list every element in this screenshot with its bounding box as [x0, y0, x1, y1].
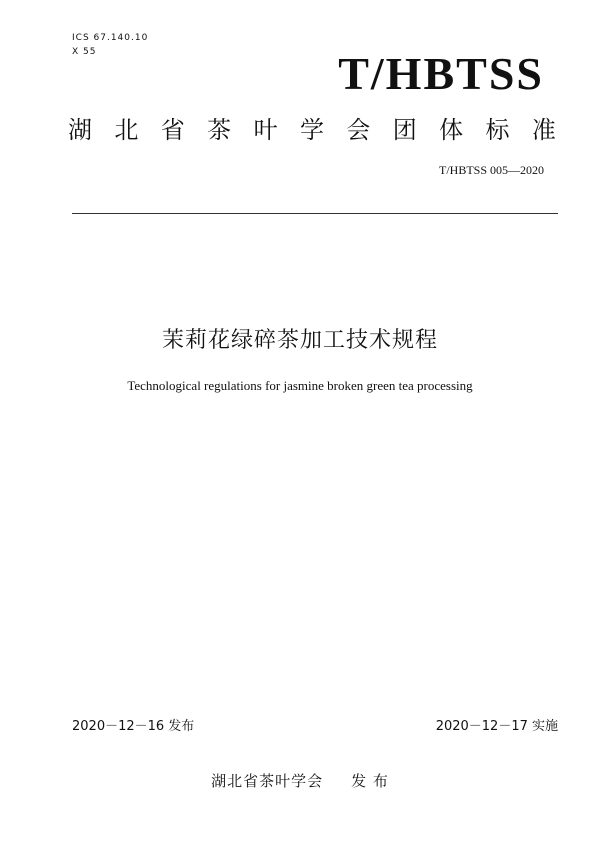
org-char: 准	[531, 116, 556, 144]
org-char: 湖	[68, 116, 92, 144]
issuer-line	[0, 770, 600, 791]
org-char: 标	[485, 116, 510, 144]
title-chinese: 茉莉花绿碎茶加工技术规程	[161, 328, 438, 353]
org-char: 省	[160, 116, 185, 144]
standard-number: T/HBTSS 005—2020	[438, 163, 544, 177]
classification-code: X 55	[72, 47, 97, 57]
ics-code: ICS 67.140.10	[72, 33, 149, 43]
publish-date: 2020－12－16 发布	[72, 719, 195, 734]
title-english: Technological regulations for jasmine broken green tea processing	[127, 378, 473, 393]
organization-standard-title	[68, 112, 556, 148]
org-char: 茶	[207, 116, 232, 144]
org-char: 学	[299, 116, 324, 144]
issuer-organization: 湖北省茶叶学会	[211, 772, 324, 790]
org-char: 体	[439, 116, 464, 144]
implement-date: 2020－12－17 实施	[435, 719, 558, 734]
org-char: 会	[346, 116, 371, 144]
header-divider	[72, 213, 558, 214]
standard-code: T/HBTSS	[338, 48, 544, 99]
issuer-action: 发 布	[351, 772, 389, 790]
org-char: 团	[392, 116, 417, 144]
org-char: 北	[114, 116, 139, 144]
org-char: 叶	[253, 116, 278, 144]
